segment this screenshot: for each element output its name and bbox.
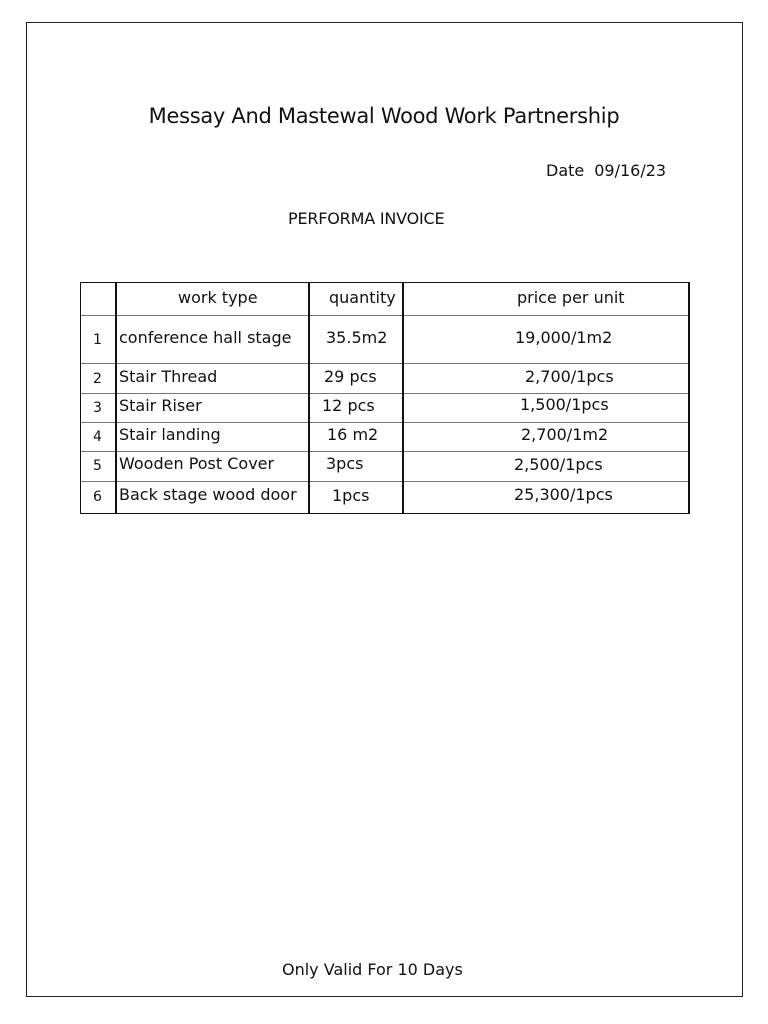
header-quantity: quantity [329, 288, 396, 307]
document-type: PERFORMA INVOICE [288, 209, 445, 228]
table-col-rule [308, 282, 310, 514]
row-price: 1,500/1pcs [520, 395, 609, 414]
table-col-rule [80, 282, 81, 514]
row-number: 1 [93, 332, 102, 348]
company-title: Messay And Mastewal Wood Work Partnership [148, 104, 620, 128]
row-number: 3 [93, 400, 102, 416]
table-rule-top [80, 282, 690, 283]
row-quantity: 16 m2 [327, 425, 379, 444]
invoice-table [80, 282, 690, 514]
row-price: 2,700/1m2 [521, 425, 609, 444]
date-label: Date [546, 161, 585, 180]
row-work-type: conference hall stage [119, 328, 292, 347]
row-price: 19,000/1m2 [515, 328, 613, 347]
row-price: 25,300/1pcs [514, 485, 613, 504]
row-number: 2 [93, 371, 102, 387]
row-quantity: 29 pcs [324, 367, 377, 386]
table-col-rule [402, 282, 404, 514]
table-rule [80, 393, 690, 394]
date-line [546, 161, 666, 180]
row-work-type: Stair landing [119, 425, 221, 444]
row-price: 2,700/1pcs [525, 367, 614, 386]
header-price: price per unit [517, 288, 625, 307]
table-rule [80, 422, 690, 423]
row-work-type: Stair Riser [119, 396, 202, 415]
row-number: 5 [93, 458, 102, 474]
row-quantity: 1pcs [332, 486, 370, 505]
table-rule-bottom [80, 513, 690, 514]
table-col-rule [115, 282, 117, 514]
header-work-type: work type [178, 288, 258, 307]
row-work-type: Back stage wood door [119, 485, 297, 504]
table-col-rule [688, 282, 690, 514]
row-quantity: 35.5m2 [326, 328, 388, 347]
date-value: 09/16/23 [594, 161, 667, 180]
row-work-type: Stair Thread [119, 367, 218, 386]
row-number: 4 [93, 429, 102, 445]
row-quantity: 12 pcs [322, 396, 375, 415]
row-price: 2,500/1pcs [514, 455, 603, 474]
validity-note: Only Valid For 10 Days [282, 960, 463, 979]
row-quantity: 3pcs [326, 454, 364, 473]
table-rule [80, 363, 690, 364]
table-rule [80, 481, 690, 482]
table-rule [80, 451, 690, 452]
row-work-type: Wooden Post Cover [119, 454, 275, 473]
row-number: 6 [93, 489, 102, 505]
table-rule [80, 315, 690, 316]
